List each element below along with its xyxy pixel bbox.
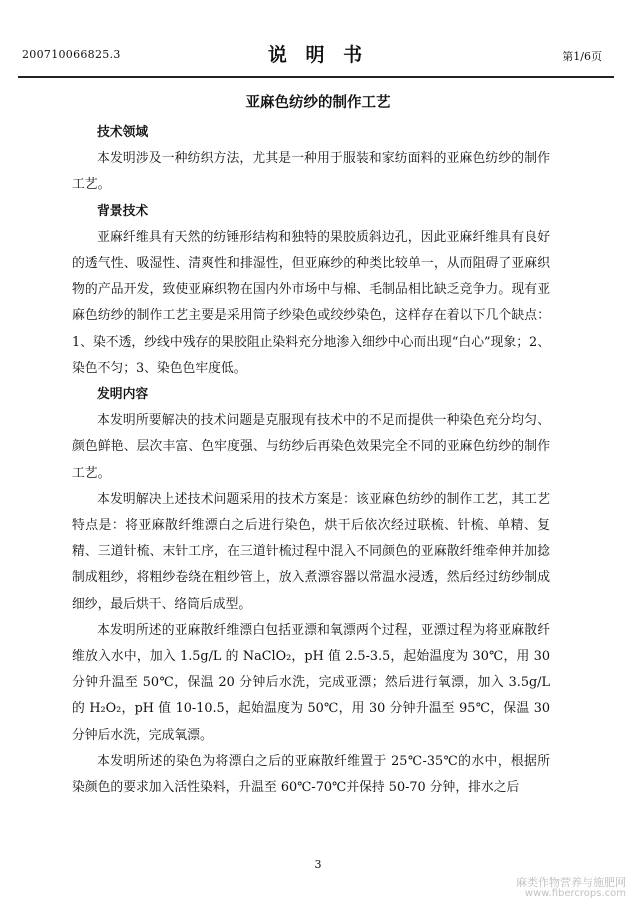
document-title: 亚麻色纺纱的制作工艺 (245, 94, 391, 111)
page-indicator: 第1/6页 (562, 50, 602, 63)
watermark-url: www.fibercrops.com (524, 888, 626, 899)
header-divider (18, 76, 614, 78)
section-heading-background: 背景技术 (97, 203, 149, 219)
paragraph-dyeing: 本发明所述的染色为将漂白之后的亚麻散纤维置于 25℃-35℃的水中，根据所染颜色的要求加入活性染料，升温至 60℃-70℃并保持 50-70 分钟，排水之后 (72, 753, 550, 796)
patent-number: 200710066825.3 (22, 48, 121, 61)
document-body (72, 120, 550, 801)
section-heading-invention-content: 发明内容 (97, 387, 149, 403)
page-number: 3 (314, 858, 322, 871)
paragraph-solution: 本发明解决上述技术问题采用的技术方案是：该亚麻色纺纱的制作工艺，其工艺特点是：将亚麻散纤维漂白之后进行染色，烘干后依次经过联梳、针梳、单精、复精、三道针梳、末针工序，在三道针梳过程中混入不同颜色的亚麻散纤维牵伸并加捻制成粗纱，将粗纱卷绕在粗纱管上，放入煮漂容器以常温水浸透，然后经过纺纱制成细纱，最后烘干、络筒后成型。 (72, 491, 550, 612)
paragraph-bleaching: 本发明所述的亚麻散纤维漂白包括亚漂和氧漂两个过程，亚漂过程为将亚麻散纤维放入水中，加入 1.5g/L 的 NaClO₂，pH 值 2.5-3.5，起始温度为 30℃，用 30 分钟升温至 50℃，保温 20 分钟后水洗，完成亚漂；然后进行氧漂，加入 3.5g/L 的 H₂O₂，pH 值 10-10.5，起始温度为 50℃，用 30 分钟升温至 95℃，保温 30 分钟后水洗，完成氧漂。 (72, 622, 550, 743)
watermark-site-name: 麻类作物营养与施肥网 (516, 876, 626, 889)
paragraph-technical-field: 本发明涉及一种纺织方法，尤其是一种用于服装和家纺面料的亚麻色纺纱的制作工艺。 (72, 151, 550, 193)
section-heading-technical-field: 技术领域 (97, 125, 149, 140)
header-title: 说 明 书 (267, 44, 369, 66)
paragraph-problem: 本发明所要解决的技术问题是克服现有技术中的不足而提供一种染色充分均匀、颜色鲜艳、层次丰富、色牢度强、与纺纱后再染色效果完全不同的亚麻色纺纱的制作工艺。 (72, 413, 550, 481)
paragraph-background: 亚麻纤维具有天然的纺锤形结构和独特的果胶质斜边孔，因此亚麻纤维具有良好的透气性、吸湿性、清爽性和排湿性，但亚麻纱的种类比较单一，从而阻碍了亚麻织物的产品开发，致使亚麻织物在国内外市场中与棉、毛制品相比缺乏竞争力。现有亚麻色纺纱的制作工艺主要是采用筒子纱染色或绞纱染色，这样存在着以下几个缺点：1、染不透，纱线中残存的果胶阻止染料充分地渗入细纱中心而出现“白心”现象；2、染色不匀；3、染色色牢度低。 (72, 229, 550, 376)
